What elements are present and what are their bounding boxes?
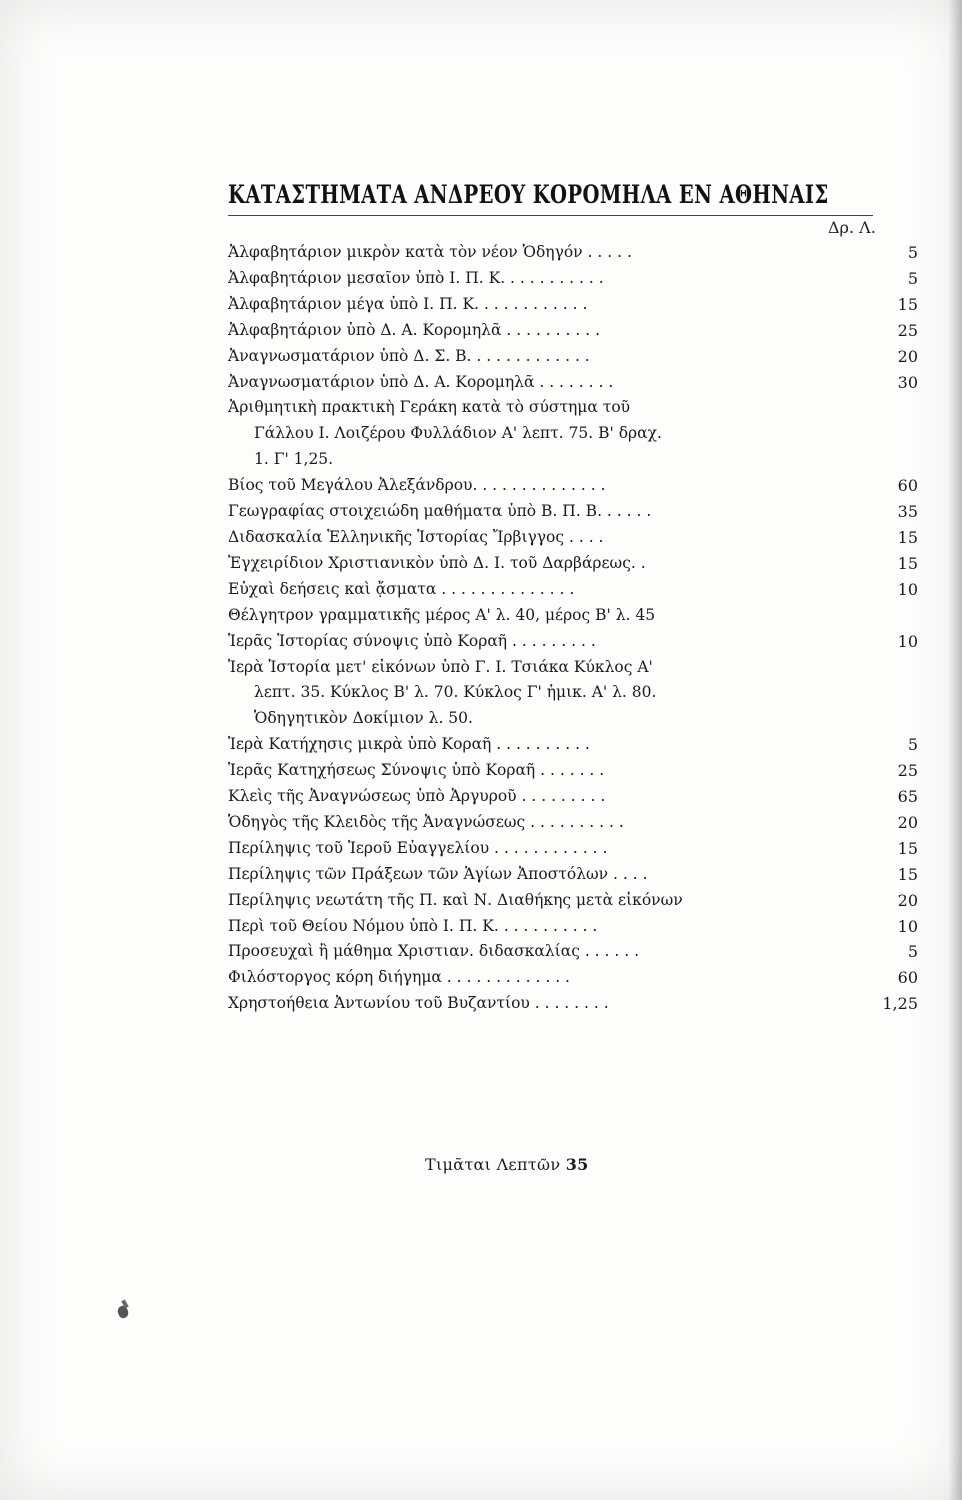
entry-title: Εὐχαὶ δεήσεις καὶ ᾄσματα . . . . . . . . . . . . . .: [228, 579, 575, 598]
entry-title: Κλεὶς τῆς Ἀναγνώσεως ὑπὸ Ἀργυροῦ . . . . . . . . .: [228, 787, 606, 806]
entry-price: 5: [907, 942, 918, 962]
entry-title: Ἀναγνωσματάριον ὑπὸ Δ. Σ. Β. . . . . . . . . . . . .: [228, 346, 590, 365]
catalog-entry: [228, 888, 918, 914]
catalog-entry: [228, 991, 918, 1017]
entry-price: 20: [897, 812, 918, 832]
price-note-value: 35: [565, 1155, 589, 1174]
catalog-entry: [228, 914, 918, 940]
price-note-label: Τιμᾶται Λεπτῶν: [425, 1155, 561, 1174]
entry-price: 15: [897, 838, 918, 858]
entry-title: Ἱερὰ Ἱστορία μετ' εἰκόνων ὑπὸ Γ. Ι. Τσιάκα Κύκλος Α': [228, 657, 653, 676]
entry-title: Βίος τοῦ Μεγάλου Ἀλεξάνδρου. . . . . . . . . . . . . .: [228, 476, 606, 495]
entry-title: Ἀλφαβητάριον ὑπὸ Δ. Α. Κορομηλᾶ . . . . . . . . . .: [228, 320, 601, 339]
catalog-entry: [228, 473, 918, 499]
catalog-entry: [228, 318, 918, 344]
catalog-entry: [228, 499, 918, 525]
price-note: [425, 1155, 589, 1174]
catalog-entry: [228, 939, 918, 965]
entry-price: 20: [897, 346, 918, 366]
entry-title: Περίληψις νεωτάτη τῆς Π. καὶ Ν. Διαθήκης μετὰ εἰκόνων: [228, 890, 683, 909]
page-edge-shadow: [948, 0, 962, 1500]
entry-title: Περίληψις τῶν Πράξεων τῶν Ἁγίων Ἀποστόλων . . . .: [228, 864, 648, 883]
entry-title: Ἱερᾶς Ἱστορίας σύνοψις ὑπὸ Κοραῆ . . . . . . . . .: [228, 631, 596, 650]
catalog-entry: [228, 862, 918, 888]
catalog-entry: [228, 370, 918, 396]
entry-price: 5: [907, 735, 918, 755]
catalog-entry: [228, 395, 918, 473]
page-title: ΚΑΤΑΣΤΗΜΑΤΑ ΑΝΔΡΕΟΥ ΚΟΡΟΜΗΛΑ ΕΝ ΑΘΗΝΑΙΣ: [228, 180, 829, 209]
entry-title: Ἱερὰ Κατήχησις μικρὰ ὑπὸ Κοραῆ . . . . . . . . . .: [228, 735, 590, 754]
catalog-entry: [228, 629, 918, 655]
entry-title: Γεωγραφίας στοιχειώδη μαθήματα ὑπὸ Β. Π. Β. . . . . .: [228, 502, 652, 521]
entry-price: 25: [897, 320, 918, 340]
entry-title: Θέλγητρον γραμματικῆς μέρος Α' λ. 40, μέρος Β' λ. 45: [228, 605, 656, 624]
book-catalog-list: [228, 240, 918, 1017]
entry-title: Χρηστοήθεια Ἀντωνίου τοῦ Βυζαντίου . . . . . . . .: [228, 994, 609, 1013]
entry-title: Ἀναγνωσματάριον ὑπὸ Δ. Α. Κορομηλᾶ . . . . . . . .: [228, 372, 614, 391]
entry-title-continuation: λεπτ. 35. Κύκλος Β' λ. 70. Κύκλος Γ' ἡμικ. Α' λ. 80.: [254, 683, 657, 702]
entry-title: Περὶ τοῦ Θείου Νόμου ὑπὸ Ι. Π. Κ. . . . . . . . . . .: [228, 916, 598, 935]
entry-title: Διδασκαλία Ἑλληνικῆς Ἱστορίας Ἴρβιγγος . . . .: [228, 527, 604, 546]
catalog-entry: [228, 292, 918, 318]
catalog-entry: [228, 758, 918, 784]
entry-price: 10: [897, 916, 918, 936]
entry-title: Περίληψις τοῦ Ἱεροῦ Εὐαγγελίου . . . . . . . . . . . .: [228, 838, 608, 857]
entry-price: 60: [897, 968, 918, 988]
entry-title: Ἀλφαβητάριον μικρὸν κατὰ τὸν νέον Ὁδηγόν . . . . .: [228, 243, 632, 261]
catalog-entry: [228, 965, 918, 991]
entry-price: 15: [897, 553, 918, 573]
entry-title: Ἀλφαβητάριον μεσαῖον ὑπὸ Ι. Π. Κ. . . . . . . . . . .: [228, 268, 604, 287]
entry-price: 20: [897, 890, 918, 910]
entry-title: Ἱερᾶς Κατηχήσεως Σύνοψις ὑπὸ Κοραῆ . . . . . . .: [228, 761, 605, 780]
entry-price: 35: [897, 502, 918, 522]
catalog-entry: [228, 525, 918, 551]
currency-column-label: Δρ. Λ.: [828, 218, 876, 237]
catalog-entry: [228, 266, 918, 292]
entry-title-continuation: Ὁδηγητικὸν Δοκίμιον λ. 50.: [254, 709, 473, 728]
entry-title-continuation: 1. Γ' 1,25.: [254, 450, 334, 469]
catalog-entry: [228, 551, 918, 577]
entry-title: Ἐγχειρίδιον Χριστιανικὸν ὑπὸ Δ. Ι. τοῦ Δαρβάρεως. .: [228, 553, 646, 572]
entry-title: Ὁδηγὸς τῆς Κλειδὸς τῆς Ἀναγνώσεως . . . . . . . . . .: [228, 812, 624, 831]
entry-title: Φιλόστοργος κόρη διήγημα . . . . . . . . . . . . .: [228, 968, 570, 987]
catalog-entry: [228, 603, 918, 629]
catalog-entry: [228, 836, 918, 862]
entry-price: 15: [897, 294, 918, 314]
catalog-entry: [228, 732, 918, 758]
entry-price: 15: [897, 527, 918, 547]
entry-title: Ἀλφαβητάριον μέγα ὑπὸ Ι. Π. Κ. . . . . . . . . . . .: [228, 294, 588, 313]
entry-price: 5: [907, 243, 918, 262]
entry-price: 25: [897, 761, 918, 781]
catalog-entry: [228, 810, 918, 836]
entry-price: 15: [897, 864, 918, 884]
entry-price: 10: [897, 631, 918, 651]
entry-title: Ἀριθμητικὴ πρακτικὴ Γεράκη κατὰ τὸ σύστημα τοῦ: [228, 398, 631, 417]
entry-price: 65: [897, 787, 918, 807]
catalog-entry: [228, 344, 918, 370]
entry-title-continuation: Γάλλου Ι. Λοιζέρου Φυλλάδιον Α' λεπτ. 75. Β' δραχ.: [254, 424, 662, 443]
entry-price: 10: [897, 579, 918, 599]
catalog-entry: [228, 655, 918, 733]
catalog-entry: [228, 240, 918, 266]
title-divider: [228, 215, 873, 216]
entry-title: Προσευχαὶ ἢ μάθημα Χριστιαν. διδασκαλίας . . . . . .: [228, 942, 640, 961]
entry-price: 5: [907, 268, 918, 288]
entry-price: 30: [897, 372, 918, 392]
catalog-entry: [228, 784, 918, 810]
entry-price: 1,25: [882, 994, 918, 1014]
entry-price: 60: [897, 476, 918, 496]
catalog-entry: [228, 577, 918, 603]
